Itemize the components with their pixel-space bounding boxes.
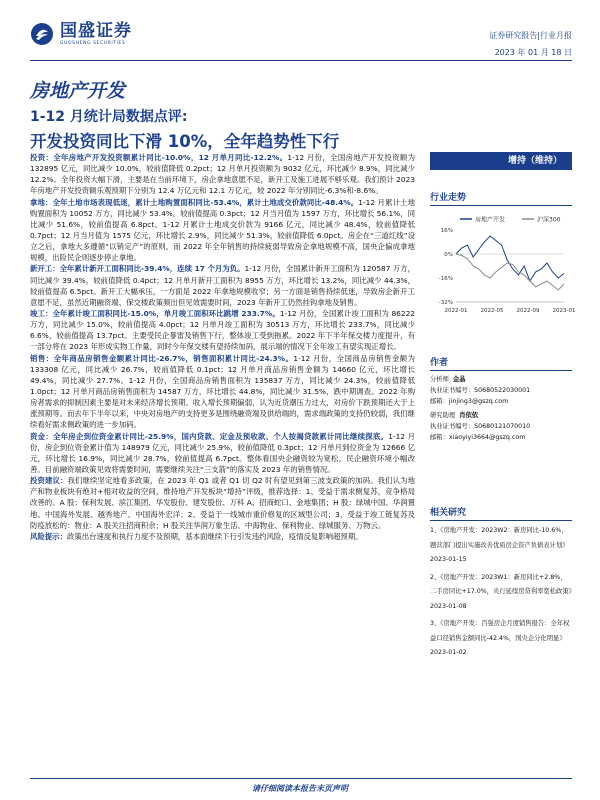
paragraph-new-construction: 新开工：全年累计新开工面积同比-39.4%，连续 17 个月为负。1-12 月份，全国累计新开工面积为 120587 万方，同比减少 39.4%，较前值降低 0.4pct；12 月单月新开工面积为 8955 万方，环比增长 13.2%，同比减少 44.3%，较前值提高 6.5pct。新开工大幅承压，一方面是 2022 年拿地规模收窄；另一方面是销售持续低迷，导致房企新开工意愿不足，虽然近期融资端、保交楼政策频出但见效需要时间，2023 年新开工仍然挂钩拿地及销售。 [30, 264, 415, 307]
report-footer [0, 778, 600, 800]
author-cert: 执业证书编号：S0680121070010 [430, 423, 531, 430]
paragraph-funding: 资金：全年房企到位资金累计同比-25.9%，国内贷款、定金及预收款、个人按揭贷款累计同比继续探底。1-12 月份，房企到位资金累计值为 148979 亿元，同比减少 25.9%，较前值降低 0.3pct；12 月单月到位资金为 12666 亿元，环比增长 16.9%，同比减少 28.7%，较前值提高 6.7pct。整体看国央企融资较为宽松，民企融资环境小幅改善。目前融资端政策见效将需要时间，需要继续关注“三支箭”的落实及 2023 年的销售情况。 [30, 431, 415, 474]
email-label: 邮箱： [430, 398, 449, 405]
y-tick-label: -16% [438, 276, 453, 282]
authors-section [430, 355, 572, 443]
x-tick-label: 2022-09 [516, 308, 540, 314]
paragraph-land: 拿地：全年土地市场表现低迷，累计土地购置面积同比-53.4%，累计土地成交价款同比-48.4%。1-12 月累计土地购置面积为 10052 万方，同比减少 53.4%，较前值提高 0.3pct；12 月当月值为 1597 万方，环比增长 56.1%，同比减少 51.6%，较前值提高 6.8pct。1-12 月累计土地成交价款为 9166 亿元，同比减少 48.4%，较前值降低 0.7pct；12 月当月值为 1575 亿元，环比增长 2.9%，同比减少 51.3%，较前值降低 6.0pct。房企在“三道红线”设立之后，拿地大多遵循“以销定产”的原则，而 2022 年全年销售的持续疲弱导致房企拿地规模不高，国央企偏成拿地规模，出险民企则逐步停止拿地。 [30, 197, 416, 262]
author-cert: 执业证书编号：S0680522030001 [430, 387, 531, 394]
related-title: 相关研究 [430, 505, 572, 521]
legend-label-csi300: 沪深300 [537, 216, 561, 224]
related-research-section [430, 505, 572, 661]
rating-badge: 增持（维持） [430, 152, 572, 170]
author-email-link[interactable]: xiaoyiyi3664@gszq.com [448, 434, 526, 441]
paragraph-sales: 销售：全年商品房销售金额累计同比-26.7%，销售面积累计同比-24.3%。1-12 月份，全国商品房销售金额为 133308 亿元，同比减少 26.7%，较前值降低 0.1pct；12 月单月商品房销售金额为 14660 亿元，环比增长 49.4%，同比减少 27.7%。1-12 月份，全国商品房销售面积为 135837 万方，同比减少 24.3%，较前值降低 1.0pct；12 月单月商品房销售面积为 14587 万方，环比增长 44.8%，同比减少 31.5%，跌中期调查。2022 年购房者需求的抑制因素主要是对未来经济增长预期、收入增长预期偏弱，认为近货潮压力过大，对房价下跌预期还大于上涨预期等。而去年下半年以来，中央对房地产的支持更多是围绕融资端及供给端的，需求端政策的支持仍较弱，我们继续看好需求侧政策的进一步加码。 [30, 353, 416, 430]
trend-chart [430, 210, 576, 330]
company-logo [30, 20, 132, 48]
author-assistant [430, 410, 572, 443]
series-line-csi300 [456, 254, 564, 290]
x-tick-label: 2022-05 [480, 308, 504, 314]
trend-section [430, 190, 572, 206]
report-title-line2: 开发投资同比下滑 10%，全年趋势性下行 [30, 132, 340, 151]
footer-disclaimer: 请仔细阅读本报告末页声明 [252, 784, 348, 793]
legend-label-real-estate: 房地产开发 [475, 216, 506, 224]
series-line-real-estate [456, 236, 564, 281]
logo-chinese-name: 国盛证券 [60, 20, 132, 41]
author-name: 金晶 [452, 376, 466, 383]
y-tick-label: 0% [444, 252, 453, 258]
main-content [30, 152, 415, 543]
x-tick-label: 2023-01 [552, 308, 576, 314]
authors-title: 作者 [430, 355, 572, 371]
x-tick-label: 2022-01 [444, 308, 468, 314]
author-name: 肖依依 [459, 412, 479, 419]
report-header [0, 0, 600, 62]
related-item-3[interactable]: 3、《房地产开发：百强房企月度销售报告：全年权益口径销售金额同比-42.4%，国央企分化明显》2023-01-02 [430, 620, 570, 656]
author-role: 分析师 [430, 376, 449, 383]
y-tick-label: 16% [440, 228, 453, 234]
header-divider [30, 60, 572, 61]
author-role: 研究助理 [430, 412, 456, 419]
footer-divider [30, 778, 572, 779]
paragraph-investment-advice: 投资建议：我们继续坚定地看多政策，在 2023 年 Q1 或者 Q1 切 Q2 时有望见到第三波支政策的加码。我们认为地产和物业板块有绝对+相对收益的空间，维持地产开发板块“增持”评级，推荐选择：1、受益于需求侧复苏，竞争格局改善的。A 股：保利发展、滨江集团、华发股份、建发股份、万科 A、招商蛇口、金地集团；H 股：绿城中国、华润置地、中国海外发展、越秀地产、中国海外宏洋；2、受益于一线城市重价修复的区域型公司；3、受益于竣工链复苏及防疫放松的：物业：A 股关注招商积余；H 股关注华润万象生活、中海物业、保利物业、绿城服务、万物云。 [30, 476, 415, 530]
sector-title: 房地产开发 [30, 80, 126, 102]
y-tick-label: -32% [438, 300, 453, 306]
paragraph-completion: 竣工：全年累计竣工面积同比-15.0%，单月竣工面积环比跳增 233.7%。1-12 月份，全国累计竣工面积为 86222 万方，同比减少 15.0%，较前值提高 4.0pct；12 月单月竣工面积为 30513 万方，环比增长 233.7%，同比减少 6.6%，较前值提高 13.7pct。主要受民企暴雷及销售下行，整体竣工受到拖累。2022 年下半年保交楼力度提升，有一部分将在 2023 年形成实物工作量，同时今年保交楼有望持续加码，展示端的情况下全年竣工有望实现正增长。 [30, 309, 415, 352]
report-type: 证券研究报告|行业月报 [489, 31, 572, 40]
paragraph-risk: 风险提示：政策出台速度和执行力度不及预期，基本面继续下行引发违约风险，疫情反复影响超预期。 [30, 532, 363, 542]
trend-chart-svg [430, 210, 576, 330]
trend-title: 行业走势 [430, 190, 572, 206]
report-date: 2023 年 01 月 18 日 [494, 48, 572, 57]
logo-english-name: GUOSHENG SECURITIES [60, 40, 126, 46]
author-analyst [430, 374, 572, 407]
author-email-link[interactable]: jinjing3@gszq.com [448, 398, 509, 405]
guosheng-logo-icon [30, 22, 54, 46]
related-item-1[interactable]: 1、《房地产开发：2023W2：新房同比-10.6%，题营部门提出实施改善优质房企资产负债表计划》2023-01-15 [430, 527, 569, 563]
email-label: 邮箱： [430, 434, 449, 441]
report-title-line1: 1-12 月统计局数据点评: [30, 109, 188, 125]
paragraph-investment: 投资：全年房地产开发投资额累计同比-10.0%，12 月单月同比-12.2%。1-12 月份，全国房地产开发投资额为 132895 亿元，同比减少 10.0%，较前值降低 0.2pct；12 月单月投资额为 9032 亿元，环比减少 8.9%，同比减少 12.2%。全年投资大幅下滑，主要是在当前环境下，房企拿地意愿不足，新开工及施工进展不够乐观。我们预计 2023 年房地产开发投资额乐观预期下分别为 12.4 万亿元和 12.1 万亿元，较 2022 年分别同比-6.3%和-8.6%。 [30, 153, 416, 196]
related-item-2[interactable]: 2、《房地产开发：2023W1：新房同比+2.8%，二手房同比+17.0%，央行延续房贷利率宽松政策》2023-01-08 [430, 573, 572, 610]
